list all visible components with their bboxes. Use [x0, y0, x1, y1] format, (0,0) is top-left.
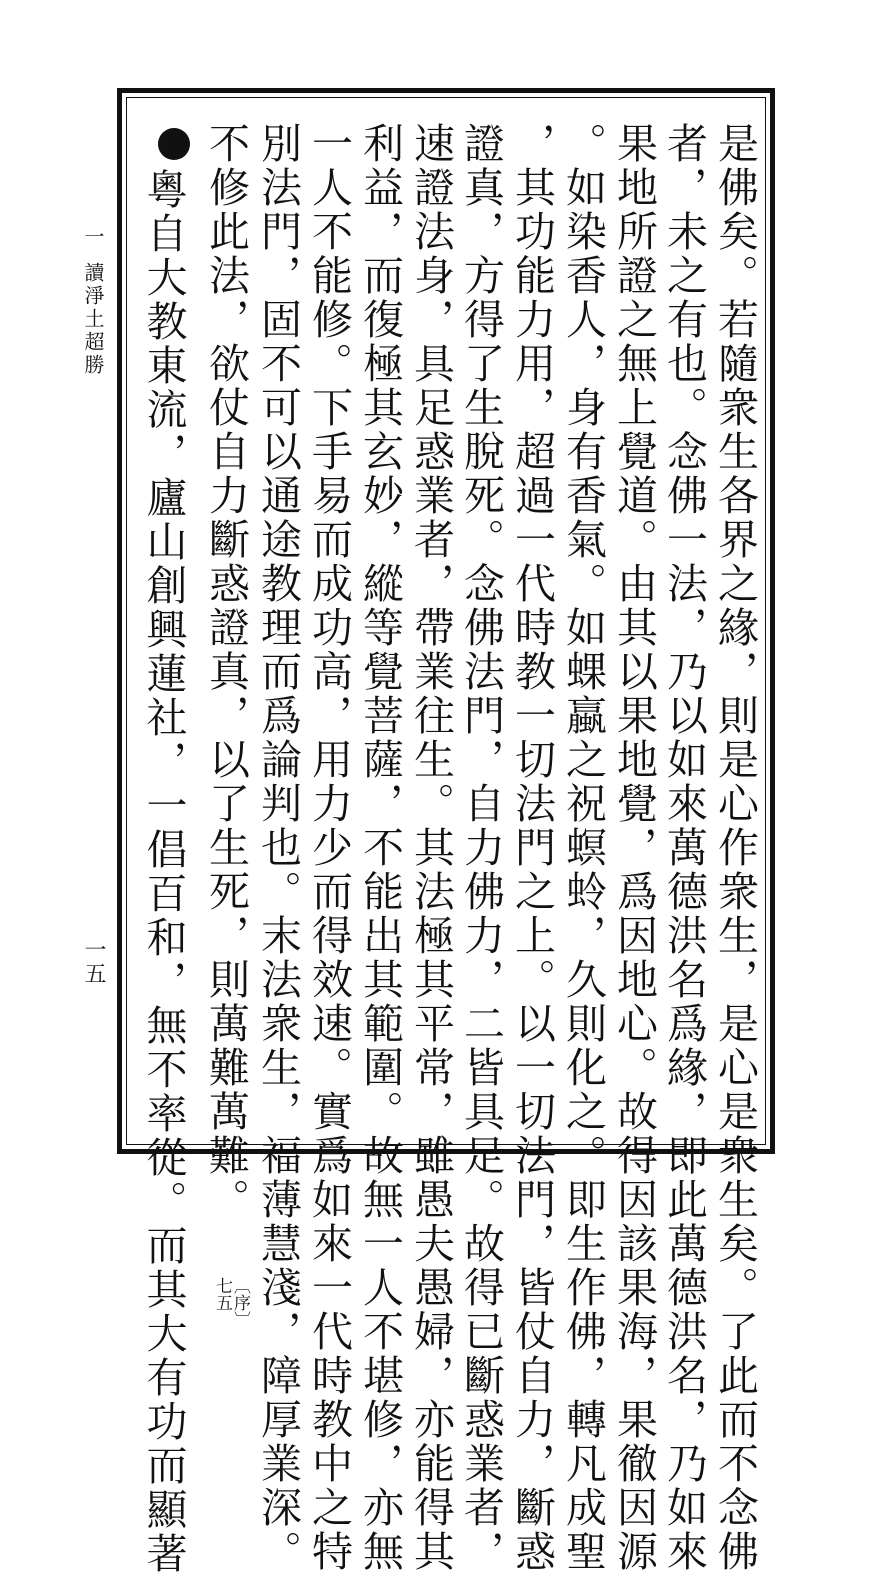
- text-line: 是佛矣。若隨衆生各界之緣，則是心作衆生，是心是衆生矣。了此而不念佛: [711, 122, 759, 1574]
- text-line: 別法門，固不可以通途教理而爲論判也。末法衆生，福薄慧淺，障厚業深。: [254, 122, 302, 1574]
- text-line-with-bullet: [139, 122, 197, 1576]
- text-line: ，其功能力用，超過一代時教一切法門之上。以一切法門，皆仗自力，斷惑: [508, 122, 556, 1574]
- text-line-with-note: [202, 122, 250, 1328]
- text-line: 證真，方得了生脫死。念佛法門，自力佛力，二皆具足。故得已斷惑業者，: [457, 122, 505, 1574]
- text-line: 速證法身，具足惑業者，帶業往生。其法極其平常，雖愚夫愚婦，亦能得其: [407, 122, 455, 1574]
- text-line: 。如染香人，身有香氣。如蜾蠃之祝螟蛉，久則化之。即生作佛，轉凡成聖: [559, 122, 607, 1574]
- footnote-reference: [213, 1277, 249, 1328]
- page-number: 一五: [81, 938, 106, 986]
- side-mark: 一: [81, 226, 105, 246]
- running-title: 讀淨土超勝: [81, 262, 105, 377]
- footnote-label: 〔序〕: [230, 1277, 250, 1328]
- filled-circle-icon: [158, 128, 190, 160]
- text-line: 不修此法，欲仗自力斷惑證真，以了生死，則萬難萬難。: [202, 122, 250, 1222]
- text-line: 粵自大教東流，廬山創興蓮社，一倡百和，無不率從。而其大有功而顯著: [139, 168, 188, 1576]
- text-line: 利益，而復極其玄妙，縱等覺菩薩，不能出其範圍。故無一人不堪修，亦無: [356, 122, 404, 1574]
- text-line: 者，未之有也。念佛一法，乃以如來萬德洪名爲緣，即此萬德洪名，乃如來: [660, 122, 708, 1574]
- text-line: 果地所證之無上覺道。由其以果地覺，爲因地心。故得因該果海，果徹因源: [610, 122, 658, 1574]
- text-line: 一人不能修。下手易而成功高，用力少而得效速。實爲如來一代時教中之特: [305, 122, 353, 1574]
- footnote-number: 七五: [212, 1277, 232, 1311]
